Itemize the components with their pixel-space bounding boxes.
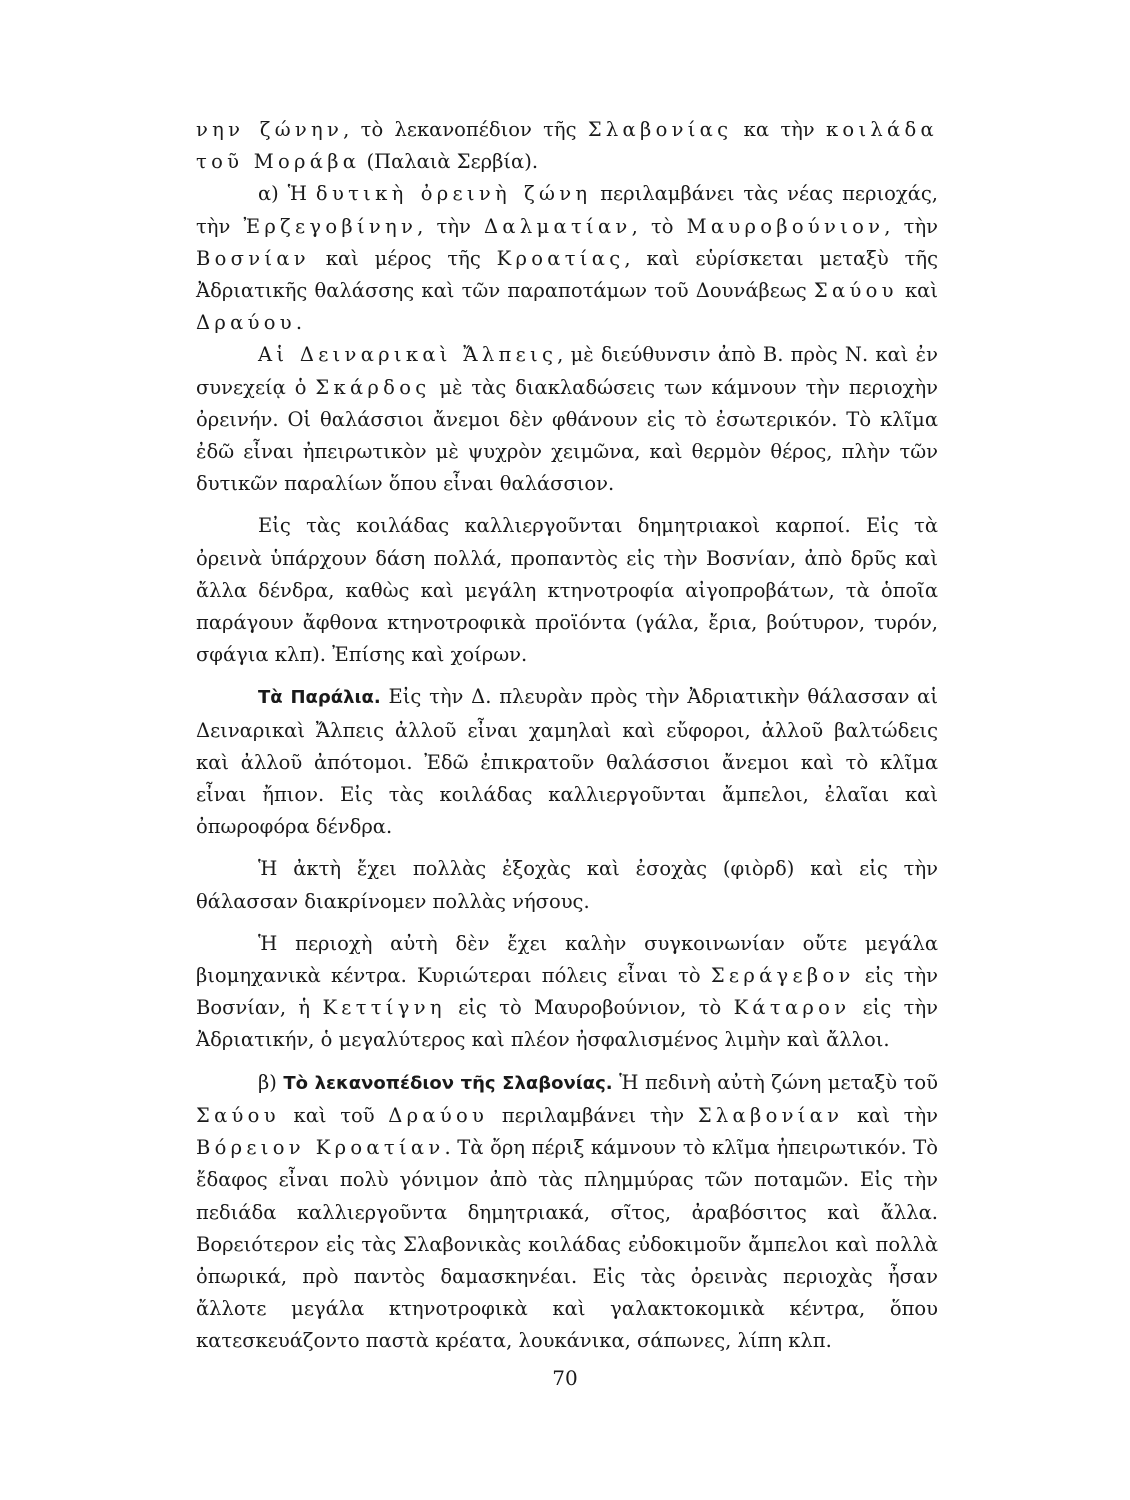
text-run: Ἡ περιοχὴ αὐτὴ δὲν ἔχει καλὴν συγκοινωνίαν οὔτε μεγάλα βιομηχανικὰ κέντρα. Κυριώτεραι πόλεις εἶναι τὸ bbox=[196, 931, 938, 988]
text-run: Εἰς τὰς κοιλάδας καλλιεργοῦνται δημητριακοὶ καρποί. Εἰς τὰ ὀρεινὰ ὑπάρχουν δάση πολλά, προπαντὸς εἰς τὴν Βοσνίαν, ἀπὸ δρῦς καὶ ἄλλα δένδρα, καθὼς καὶ μεγάλη κτηνοτροφία αἰγοπροβάτων, τὰ ὁποῖα παράγουν ἄφθονα κτηνοτροφικὰ προϊόντα (γάλα, ἔρια, βούτυρον, τυρόν, σφάγια κλπ). Ἐπίσης καὶ χοίρων. bbox=[196, 514, 938, 667]
spaced-term: Βοσνίαν bbox=[196, 246, 310, 270]
text-run: κα τὴν bbox=[732, 118, 826, 141]
text-run: Ἡ ἀκτὴ ἔχει πολλὰς ἐξοχὰς καὶ ἐσοχὰς (φιὸρδ) καὶ εἰς τὴν θάλασσαν διακρίνομεν πολλὰς νήσους. bbox=[196, 857, 938, 913]
spaced-term: Σεράγεβον bbox=[710, 964, 855, 988]
spaced-term: Δραύου bbox=[388, 1103, 489, 1127]
text-run: μὲ τὰς διακλαδώσεις των κάμνουν τὴν περιοχὴν ὀρεινήν. Οἱ θαλάσσιοι ἄνεμοι δὲν φθάνουν εἰς τὸ ἐσωτερικόν. Τὸ κλῖμα ἐδῶ εἶναι ἠπειρωτικὸν μὲ ψυχρὸν χειμῶνα, καὶ θερμὸν θέρος, πλὴν τῶν δυτικῶν παραλίων ὅπου εἶναι θαλάσσιον. bbox=[196, 375, 938, 496]
paragraph-western-zone bbox=[196, 178, 938, 339]
text-run: καὶ τοῦ bbox=[279, 1103, 389, 1127]
paragraph-valleys bbox=[196, 510, 938, 671]
spaced-term: Σλαβονίαν bbox=[697, 1103, 844, 1127]
text-run: Εἰς τὴν Δ. πλευρὰν πρὸς τὴν Ἀδριατικὴν θάλασσαν αἱ Δειναρικαὶ Ἄλπεις ἀλλοῦ εἶναι χαμηλαὶ καὶ εὔφοροι, ἀλλοῦ βαλτώδεις καὶ ἀλλοῦ ἀπότομοι. Ἐδῶ ἐπικρατοῦν θαλάσσιοι ἄνεμοι καὶ τὸ κλῖμα εἶναι ἤπιον. Εἰς τὰς κοιλάδας καλλιεργοῦνται ἄμπελοι, ἐλαῖαι καὶ ὀπωροφόρα δένδρα. bbox=[196, 685, 939, 839]
spaced-term: Κάταρον bbox=[733, 996, 851, 1020]
text-run: καὶ bbox=[897, 279, 938, 303]
text-run: , τὸ bbox=[631, 214, 687, 238]
spaced-term: κοιλάδα τοῦ Μοράβα bbox=[196, 118, 938, 174]
text-run: περιλαμβάνει τὰς νέας περιοχάς, τὴν bbox=[196, 182, 938, 238]
paragraph-shore bbox=[196, 853, 938, 917]
text-run: , μὲ διεύθυνσιν ἀπὸ Β. πρὸς Ν. καὶ ἐν συνεχείᾳ ὁ bbox=[196, 343, 938, 399]
text-run: εἰς τὴν Ἀδριατικήν, ὁ μεγαλύτερος καὶ πλέον ἠσφαλισμένος λιμὴν καὶ ἄλλοι. bbox=[196, 996, 938, 1052]
spaced-term: Σαύου bbox=[813, 279, 898, 303]
spaced-term: Ἐρζεγοβίνην bbox=[243, 214, 418, 238]
text-run: β) bbox=[258, 1070, 284, 1094]
text-run: . Τὰ ὄρη πέριξ κάμνουν τὸ κλῖμα ἠπειρωτικόν. Τὸ ἔδαφος εἶναι πολὺ γόνιμον ἀπὸ τὰς πλημμύρας τῶν ποταμῶν. Εἰς τὴν πεδιάδα καλλιεργοῦντα δημητριακά, σῖτος, ἀραβόσιτος καὶ ἄλλα. Βορειότερον εἰς τὰς Σλαβονικὰς κοιλάδας εὐδοκιμοῦν ἄμπελοι καὶ πολλὰ ὀπωρικά, πρὸ παντὸς δαμασκηνέαι. Εἰς τὰς ὀρεινὰς περιοχὰς ἦσαν ἄλλοτε μεγάλα κτηνοτροφικὰ καὶ γαλακτοκομικὰ κέντρα, ὅπου κατεσκευάζοντο παστὰ κρέατα, λουκάνικα, σάπωνες, λίπη κλπ. bbox=[196, 1136, 938, 1353]
text-run: εἰς τὴν Βοσνίαν, ἡ bbox=[196, 964, 938, 1020]
paragraph-continuation bbox=[196, 114, 938, 178]
text-run: εἰς τὸ Μαυροβούνιον, τὸ bbox=[445, 996, 734, 1020]
text-run: περιλαμβάνει τὴν bbox=[488, 1103, 698, 1127]
paragraph-coast bbox=[196, 681, 938, 843]
text-run: , τὴν bbox=[417, 214, 485, 238]
page-body bbox=[196, 114, 938, 1358]
spaced-term: Μαυροβούνιον bbox=[686, 214, 885, 238]
text-run: καὶ μέρος τῆς bbox=[309, 246, 497, 270]
spaced-term: Αἱ Δειναρικαὶ Ἄλπεις bbox=[258, 343, 558, 367]
spaced-term: Βόρειον Κροατίαν bbox=[196, 1136, 445, 1160]
text-run: α) Ἡ bbox=[258, 182, 316, 206]
text-run: Ἡ πεδινὴ αὐτὴ ζώνη μεταξὺ τοῦ bbox=[612, 1070, 939, 1094]
section-heading: Τὸ λεκανοπέδιον τῆς Σλαβονίας. bbox=[283, 1072, 613, 1094]
text-run: (Παλαιὰ Σερβία). bbox=[360, 150, 539, 174]
text-run: , τὴν bbox=[884, 214, 938, 238]
page-number: 70 bbox=[552, 1366, 578, 1390]
text-run: . bbox=[295, 311, 303, 335]
paragraph-dinaric-alps bbox=[196, 339, 938, 500]
text-run: , τὸ λεκανοπέδιον τῆς bbox=[343, 118, 588, 141]
spaced-term: Σλαβονίας bbox=[587, 118, 733, 141]
spaced-term: Κροατίας bbox=[496, 246, 625, 270]
spaced-term: Σκάρδος bbox=[315, 375, 431, 399]
spaced-term: Δαλματίαν bbox=[484, 214, 632, 238]
text-run: καὶ τὴν bbox=[843, 1103, 938, 1127]
paragraph-slavonia-basin bbox=[196, 1067, 938, 1358]
spaced-term: δυτικὴ ὀρεινὴ ζώνη bbox=[315, 182, 592, 206]
paragraph-cities bbox=[196, 928, 938, 1057]
spaced-term: Δραύου bbox=[196, 311, 296, 335]
text-run: , καὶ εὑρίσκεται μεταξὺ τῆς Ἀδριατικῆς θαλάσσης καὶ τῶν παραποτάμων τοῦ Δουνάβεως bbox=[196, 246, 938, 303]
spaced-term: Κεττίγνη bbox=[322, 996, 446, 1020]
spaced-term: Σαύου bbox=[196, 1103, 280, 1127]
spaced-term: νην ζώνην bbox=[196, 118, 344, 141]
section-heading: Τὰ Παράλια. bbox=[258, 687, 381, 709]
